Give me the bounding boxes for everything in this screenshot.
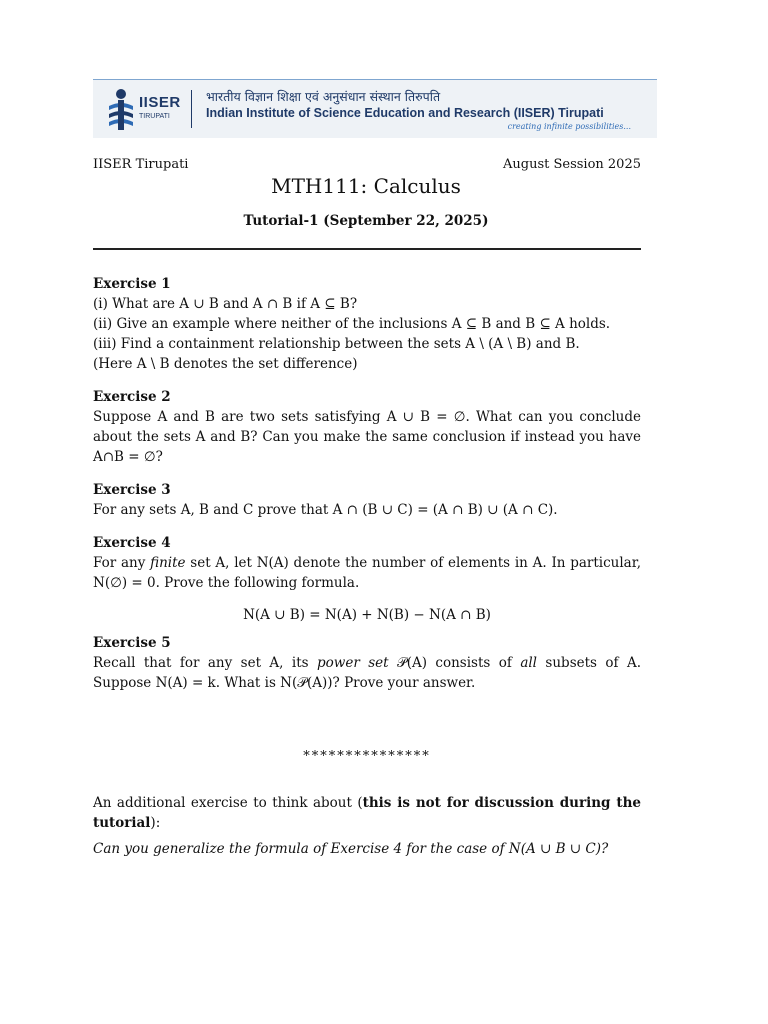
page-title: MTH111: Calculus bbox=[271, 174, 461, 198]
exercise-line: (Here A \ B denotes the set difference) bbox=[93, 356, 358, 372]
emphasis-text: power set bbox=[317, 655, 389, 671]
exercise-list bbox=[93, 274, 641, 859]
text-part: For any bbox=[93, 555, 151, 571]
institute-name-hindi: भारतीय विज्ञान शिक्षा एवं अनुसंधान संस्थान तिरुपति bbox=[206, 89, 441, 104]
exercise-title: Exercise 1 bbox=[93, 276, 171, 292]
text-part: set A, let N(A) denote the number of elements in A. In particular, N(∅) = 0. Prove the following formula. bbox=[93, 555, 641, 591]
text-part: subsets of A. Suppose N(A) = k. What is N(𝒫(A))? Prove your answer. bbox=[93, 655, 641, 691]
exercise-text bbox=[93, 653, 641, 693]
exercise-line: (i) What are A ∪ B and A ∩ B if A ⊆ B? bbox=[93, 296, 358, 312]
emphasis-text: all bbox=[520, 655, 537, 671]
exercise-text: Suppose A and B are two sets satisfying A ∪ B = ∅. What can you conclude about the sets A and B? Can you make the same conclusion if instead you have A∩B = ∅? bbox=[93, 409, 641, 465]
institute-tagline: creating infinite possibilities... bbox=[507, 122, 631, 131]
exercise-text bbox=[93, 553, 641, 593]
text-part: ): bbox=[150, 815, 161, 831]
exercise-title: Exercise 4 bbox=[93, 535, 171, 551]
exercise-line: (iii) Find a containment relationship between the sets A \ (A \ B) and B. bbox=[93, 336, 580, 352]
exercise-title: Exercise 3 bbox=[93, 482, 171, 498]
text-part: Recall that for any set A, its bbox=[93, 655, 317, 671]
header-session: August Session 2025 bbox=[503, 157, 641, 172]
header-rule bbox=[93, 248, 641, 250]
institute-banner bbox=[93, 79, 657, 138]
additional-exercise bbox=[93, 793, 641, 859]
separator: *************** bbox=[303, 749, 431, 764]
exercise-3 bbox=[93, 480, 641, 520]
exercise-line: (ii) Give an example where neither of the inclusions A ⊆ B and B ⊆ A holds. bbox=[93, 316, 611, 332]
exercise-title: Exercise 2 bbox=[93, 389, 171, 405]
logo-subtext: TIRUPATI bbox=[139, 113, 170, 120]
text-part: 𝒫(A) consists of bbox=[388, 655, 521, 671]
exercise-1 bbox=[93, 274, 641, 374]
logo-text: IISER bbox=[139, 94, 181, 111]
logo-emblem-icon bbox=[105, 86, 135, 134]
additional-question: Can you generalize the formula of Exercise 4 for the case of N(A ∪ B ∪ C)? bbox=[93, 841, 609, 857]
formula: N(A ∪ B) = N(A) + N(B) − N(A ∩ B) bbox=[243, 607, 491, 623]
exercise-4 bbox=[93, 533, 641, 625]
additional-intro bbox=[93, 793, 641, 833]
exercise-5 bbox=[93, 633, 641, 693]
header-institute: IISER Tirupati bbox=[93, 157, 189, 172]
bold-text: this is not for discussion during the tutorial bbox=[93, 795, 641, 831]
text-part: An additional exercise to think about ( bbox=[93, 795, 363, 811]
iiser-logo bbox=[105, 86, 185, 134]
banner-divider bbox=[191, 90, 192, 128]
institute-name: Indian Institute of Science Education and Research (IISER) Tirupati bbox=[206, 106, 604, 120]
page-subtitle: Tutorial-1 (September 22, 2025) bbox=[243, 213, 489, 229]
emphasis-text: finite bbox=[150, 555, 186, 571]
exercise-title: Exercise 5 bbox=[93, 635, 171, 651]
exercise-text: For any sets A, B and C prove that A ∩ (B ∪ C) = (A ∩ B) ∪ (A ∩ C). bbox=[93, 502, 558, 518]
exercise-2 bbox=[93, 387, 641, 467]
